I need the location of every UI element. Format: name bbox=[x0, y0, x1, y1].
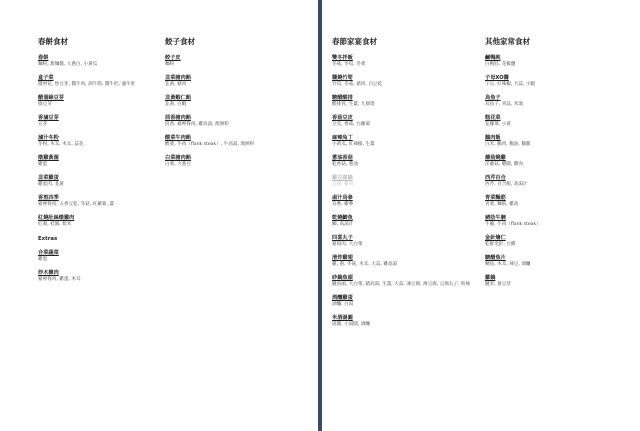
recipe-item bbox=[485, 75, 605, 88]
extras-label: Extras bbox=[38, 236, 58, 242]
recipe-name[interactable]: 清炸雞翅 bbox=[332, 255, 353, 261]
recipe-item bbox=[38, 75, 158, 88]
recipe-item bbox=[485, 155, 605, 168]
recipe-item bbox=[332, 215, 452, 228]
recipe-item bbox=[485, 235, 605, 248]
recipe-ingredients: 豬裡脊肉, 雞蛋, 木耳 bbox=[38, 277, 81, 282]
recipe-item bbox=[332, 75, 452, 88]
new-year-feast-column bbox=[332, 36, 471, 335]
recipe-ingredients: 豬裡脊肉, 五香豆乾, 冬菇, 紅蘿蔔, 薑 bbox=[38, 202, 114, 207]
recipe-ingredients: 韭黃, 豬肉 bbox=[165, 82, 187, 87]
recipe-item bbox=[165, 75, 285, 88]
recipe-name[interactable]: 米酒湯圓 bbox=[332, 315, 353, 321]
recipe-ingredients: 西芹, 百合根, 高湯汁 bbox=[485, 182, 528, 187]
recipe-ingredients: 雞蛋 bbox=[38, 162, 48, 167]
recipe-name[interactable]: 四喜丸子 bbox=[332, 235, 353, 241]
recipe-item bbox=[332, 195, 452, 208]
recipe-item bbox=[165, 135, 285, 148]
recipe-name[interactable]: 糖醋魚片 bbox=[485, 255, 506, 261]
recipe-name[interactable]: 鵝肉飯 bbox=[485, 135, 501, 141]
recipe-name[interactable]: 雙冬拌飯 bbox=[332, 55, 353, 61]
recipe-ingredients: 綠豆芽 bbox=[38, 102, 52, 107]
recipe-name[interactable]: 酒釀雞蛋 bbox=[332, 295, 353, 301]
recipe-name[interactable]: 韭黃蝦仁餡 bbox=[165, 95, 191, 101]
recipe-ingredients: 白菜, 大蔥白 bbox=[165, 162, 191, 167]
recipe-ingredients: 酸排骨, 生薑, 九層塔 bbox=[332, 102, 375, 107]
recipe-item bbox=[332, 135, 452, 148]
recipe-name[interactable]: 砂鍋魚頭 bbox=[332, 275, 353, 281]
recipe-ingredients: 小黃瓜, 紅辣椒, 生薑 bbox=[332, 142, 375, 147]
recipe-ingredients: 豆腐, 雞肉 bbox=[332, 182, 354, 187]
recipe-name[interactable]: 盒子菜 bbox=[38, 75, 54, 81]
recipe-item bbox=[332, 95, 452, 108]
recipe-ingredients: 乾鮮金針, 白鰈 bbox=[485, 242, 516, 247]
recipe-name[interactable]: 韭菜雞蛋 bbox=[38, 175, 59, 181]
recipe-item bbox=[332, 295, 452, 308]
recipe-ingredients: 湯圓, 小湯圓, 酒釀 bbox=[332, 322, 370, 327]
recipe-name[interactable]: 西芹百合 bbox=[485, 175, 506, 181]
recipe-item bbox=[165, 155, 285, 168]
column-title: 春餅食材 bbox=[38, 37, 68, 46]
recipe-name[interactable]: 雞鍋 bbox=[485, 275, 496, 281]
recipe-item bbox=[485, 95, 605, 108]
recipe-ingredients: 豆皮, 香菇, 白蘿蔔 bbox=[332, 122, 370, 127]
recipe-item bbox=[332, 315, 452, 328]
recipe-name[interactable]: 烏魚子 bbox=[485, 95, 501, 101]
recipe-name[interactable]: 白菜豬肉餡 bbox=[165, 155, 191, 161]
recipe-name[interactable]: 酸菜牛肉餡 bbox=[165, 135, 191, 141]
recipe-ingredients: 豬絞肉, 大白菜 bbox=[332, 242, 363, 247]
recipe-ingredients: 竹筍, 冬菇, 豬肉, 白豆乾 bbox=[332, 82, 383, 87]
recipe-ingredients: 鯽, 高湯汁 bbox=[332, 222, 354, 227]
recipe-item bbox=[38, 195, 158, 208]
recipe-ingredients: 茴香, 豬裡脊肉, 雞高湯, 澳洲粉 bbox=[165, 122, 229, 127]
recipe-item bbox=[485, 195, 605, 208]
recipe-ingredients: 烏參, 雞參 bbox=[332, 202, 354, 207]
recipe-ingredients: 鰱魚頭, 大白菜, 豬高湯, 生薑, 大蒜, 凍豆腐, 薄豆腐, 豆腐丸子, 粉絲 bbox=[332, 282, 471, 287]
recipe-item bbox=[38, 215, 158, 228]
column-title: 餃子食材 bbox=[165, 37, 195, 46]
recipe-ingredients: 青菜, 麵筋, 雞高 bbox=[485, 202, 519, 207]
recipe-item bbox=[485, 275, 605, 288]
recipe-item bbox=[332, 175, 452, 188]
recipe-ingredients: 豆芽 bbox=[38, 122, 48, 127]
recipe-ingredients: 酸菜, 牛肉（flank steak）, 牛高湯, 澳洲粉 bbox=[165, 142, 255, 147]
recipe-name[interactable]: 青菜麵筋 bbox=[485, 195, 506, 201]
recipe-item bbox=[38, 270, 158, 283]
recipe-ingredients: 麵粉 bbox=[165, 62, 175, 67]
recipe-name[interactable]: 豬肋牛腩 bbox=[485, 215, 506, 221]
recipe-item bbox=[485, 215, 605, 228]
recipe-name[interactable]: 雞豆腐鍋 bbox=[332, 175, 353, 181]
recipe-name[interactable]: 餃子皮 bbox=[165, 55, 181, 61]
recipe-name[interactable]: 香菇豆皮 bbox=[332, 115, 353, 121]
recipe-name[interactable]: 金針燴仁 bbox=[485, 235, 506, 241]
left-page bbox=[0, 0, 318, 431]
recipe-name[interactable]: 茴香豬肉餡 bbox=[165, 115, 191, 121]
recipe-item bbox=[485, 135, 605, 148]
recipe-name[interactable]: 醬燒竹筍 bbox=[332, 75, 353, 81]
recipe-item bbox=[485, 115, 605, 128]
home-cooking-column bbox=[485, 36, 605, 295]
column-title: 春節家宴食材 bbox=[332, 37, 377, 46]
recipe-ingredients: 雞蛋 bbox=[38, 257, 48, 262]
recipe-ingredients: 烏魚子, 青蒜, 米酒 bbox=[485, 102, 523, 107]
recipe-name[interactable]: 子母XO醬 bbox=[485, 75, 509, 81]
recipe-ingredients: 雞, 蔥, 冬菇, 木耳, 大蒜, 雞高湯 bbox=[332, 262, 398, 267]
recipe-item bbox=[38, 135, 158, 148]
recipe-ingredients: 花椰菜, 小黃 bbox=[485, 122, 511, 127]
recipe-ingredients: 鯛魚, 木耳, 辣豆, 酒釀 bbox=[485, 262, 531, 267]
recipe-ingredients: 干貝, 紅辣椒, 大蒜, 小蝦 bbox=[485, 82, 536, 87]
recipe-item bbox=[38, 95, 158, 108]
recipe-ingredients: 紅棗, 桂圓, 紫米 bbox=[38, 222, 72, 227]
recipe-ingredients: 冬菇, 冬筍, 冬菜 bbox=[332, 62, 366, 67]
recipe-ingredients: 雞蛋肉, 韭黃 bbox=[38, 182, 64, 187]
recipe-name[interactable]: 韭菜豬肉餡 bbox=[165, 75, 191, 81]
recipe-ingredients: 麵粉, 甜麵醬, 大蔥白, 小黃瓜 bbox=[38, 62, 98, 67]
recipe-item bbox=[485, 55, 605, 68]
recipe-item bbox=[332, 275, 471, 288]
recipe-name[interactable]: 乾燒鯽魚 bbox=[332, 215, 353, 221]
recipe-item bbox=[332, 55, 452, 68]
recipe-name[interactable]: 蘑菇燒雞 bbox=[485, 155, 506, 161]
recipe-item bbox=[332, 235, 452, 248]
recipe-ingredients: 洋蘑菇, 雞腿, 雞肉 bbox=[485, 162, 523, 167]
recipe-item bbox=[485, 255, 605, 268]
recipe-item bbox=[332, 255, 452, 268]
recipe-name[interactable]: 炒木樨肉 bbox=[38, 270, 59, 276]
recipe-ingredients: 鰱米, 黃豆芽 bbox=[485, 282, 511, 287]
recipe-ingredients: 韭黃, 白蝦 bbox=[165, 102, 187, 107]
recipe-name[interactable]: 香滷豆芽 bbox=[38, 115, 59, 121]
recipe-ingredients: 牛腩, 牛肉（flank steak） bbox=[485, 222, 541, 227]
recipe-name[interactable]: 醋溜綠豆芽 bbox=[38, 95, 64, 101]
recipe-ingredients: 白米, 鵝肉, 鵝油, 鵝腿 bbox=[485, 142, 531, 147]
recipe-ingredients: 乾香菇, 蔥油 bbox=[332, 162, 358, 167]
recipe-name[interactable]: 蔥油香菇 bbox=[332, 155, 353, 161]
recipe-item bbox=[38, 55, 158, 68]
dumpling-column bbox=[165, 36, 285, 175]
recipe-ingredients: 酒釀, 白湯 bbox=[332, 302, 354, 307]
recipe-item bbox=[485, 175, 605, 188]
recipe-item bbox=[165, 95, 285, 108]
recipe-item bbox=[38, 115, 158, 128]
recipe-item bbox=[38, 155, 158, 168]
spring-pancake-column bbox=[38, 36, 158, 290]
recipe-item bbox=[332, 155, 452, 168]
recipe-ingredients: 白鴨胗, 花椒鹽 bbox=[485, 62, 516, 67]
recipe-name[interactable]: 紅燒肚絲燉雞肉 bbox=[38, 215, 75, 221]
column-title: 其他家常食材 bbox=[485, 37, 530, 46]
recipe-item bbox=[38, 175, 158, 188]
recipe-name[interactable]: 合菜蔬菜 bbox=[38, 250, 59, 256]
right-page bbox=[322, 0, 640, 431]
recipe-item bbox=[332, 115, 452, 128]
recipe-item bbox=[38, 250, 158, 263]
recipe-item bbox=[165, 115, 285, 128]
recipe-ingredients: 醬肘花, 炒豆芽, 醬牛肉, 酒牛筋, 醬牛肚, 滷牛肚 bbox=[38, 82, 136, 87]
recipe-item bbox=[165, 55, 285, 68]
recipe-name[interactable]: 燉雞黃菌 bbox=[38, 155, 59, 161]
recipe-name[interactable]: 糖醋酸排 bbox=[332, 95, 353, 101]
recipe-name[interactable]: 滷汁冬粉 bbox=[38, 135, 59, 141]
recipe-name[interactable]: 春餅 bbox=[38, 55, 49, 61]
recipe-name[interactable]: 糕花菜 bbox=[485, 115, 501, 121]
recipe-ingredients: 冬粉, 木耳, 木耳, 蒜花 bbox=[38, 142, 84, 147]
recipe-name[interactable]: 鹵汁烏參 bbox=[332, 195, 353, 201]
recipe-name[interactable]: 鹹鴨肫 bbox=[485, 55, 501, 61]
recipe-name[interactable]: 香煎四季 bbox=[38, 195, 59, 201]
recipe-name[interactable]: 麻辣兔丁 bbox=[332, 135, 353, 141]
